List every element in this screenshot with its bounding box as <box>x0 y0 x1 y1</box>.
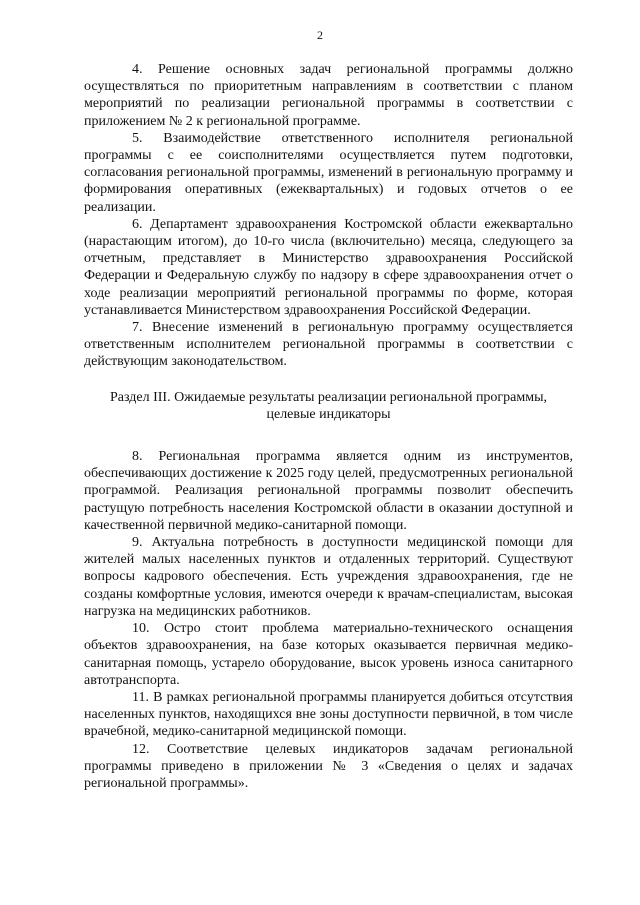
document-body <box>84 61 573 792</box>
paragraph-4: 4. Решение основных задач региональной программы должно осуществляться по приоритетным направлениям в соответствии с планом мероприятий по реализации региональной программы в соответствии с приложением № 2 к региональной программе. <box>84 62 573 129</box>
paragraph-6: 6. Департамент здравоохранения Костромской области ежеквартально (нарастающим итогом), до 10-го числа (включительно) месяца, следующего за отчетным, представляет в Министерство здравоохранения Российской Федерации и Федеральную службу по надзору в сфере здравоохранения отчет о ходе реализации мероприятий региональной программы по форме, которая устанавливается Министерством здравоохранения Российской Федерации. <box>84 216 573 318</box>
paragraph-9: 9. Актуальна потребность в доступности медицинской помощи для жителей малых населенных пунктов и отдаленных территорий. Существуют вопросы кадрового обеспечения. Есть учреждения здравоохранения, где не созданы комфортные условия, имеются очереди к врачам-специалистам, высокая нагрузка на медицинских работников. <box>84 535 573 619</box>
paragraph-8: 8. Региональная программа является одним из инструментов, обеспечивающих достижение к 2025 году целей, предусмотренных региональной программой. Реализация региональной программы позволит обеспечить растущую потребность населения Костромской области в оказании доступной и качественной первичной медико-санитарной помощи. <box>84 449 573 533</box>
page-number: 2 <box>317 28 323 42</box>
section-heading-line1: Раздел III. Ожидаемые результаты реализации региональной программы, <box>109 389 548 405</box>
section-heading <box>84 389 573 423</box>
paragraph-10: 10. Остро стоит проблема материально-технического оснащения объектов здравоохранения, на базе которых оказывается первичная медико-санитарная помощь, устарело оборудование, высок уровень износа санитарного автотранспорта. <box>84 621 573 688</box>
paragraph-7: 7. Внесение изменений в региональную программу осуществляется ответственным исполнителем региональной программы в соответствии с действующим законодательством. <box>84 320 573 370</box>
paragraph-5: 5. Взаимодействие ответственного исполнителя региональной программы с ее соисполнителями осуществляется путем подготовки, согласования региональной программы, изменений в региональную программу и формирования оперативных (ежеквартальных) и годовых отчетов о ее реализации. <box>84 130 573 215</box>
paragraph-12: 12. Соответствие целевых индикаторов задачам региональной программы приведено в приложении № 3 «Сведения о целях и задачах региональной программы». <box>84 741 573 791</box>
paragraph-11: 11. В рамках региональной программы планируется добиться отсутствия населенных пунктов, находящихся вне зоны доступности первичной, в том числе врачебной, медико-санитарной медицинской помощи. <box>84 689 573 740</box>
section-heading-line2: целевые индикаторы <box>266 406 391 422</box>
